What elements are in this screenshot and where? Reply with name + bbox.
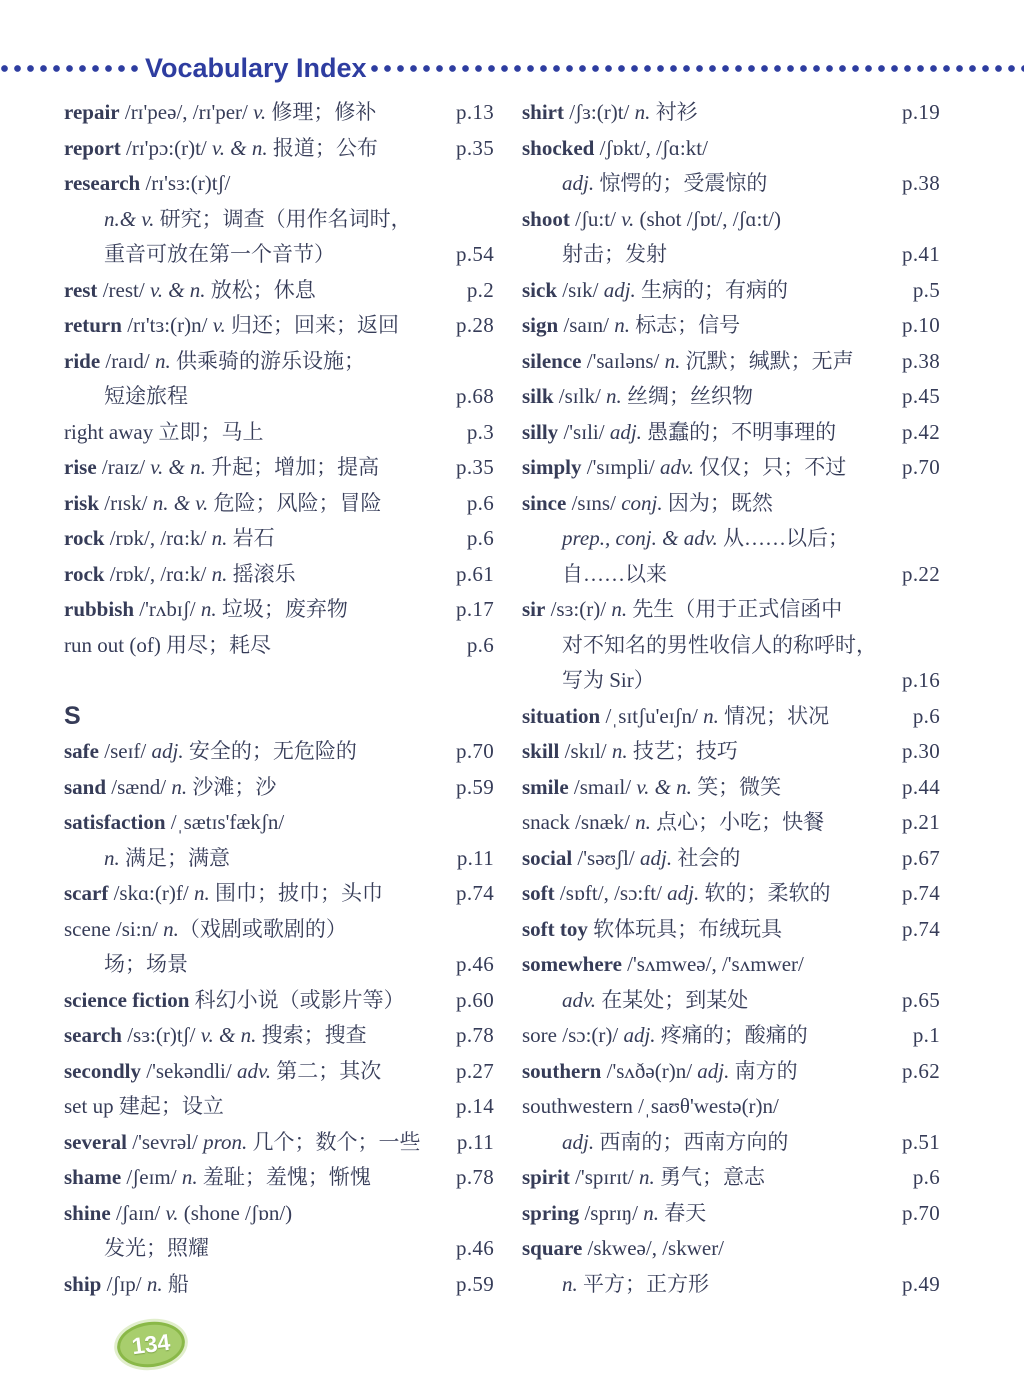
entry-text: sore /sɔ:(r)/ adj. 疼痛的；酸痛的 <box>522 1023 808 1047</box>
index-entry-line <box>522 202 940 238</box>
entry-text: rock /rɒk/, /rɑ:k/ n. 摇滚乐 <box>64 561 296 586</box>
entry-text: rest /rest/ v. & n. 放松；休息 <box>64 277 316 302</box>
page-ref: p.6 <box>466 490 494 515</box>
entry-text: social /'səʊʃl/ adj. 社会的 <box>522 845 741 870</box>
entry-text: n. 平方；正方形 <box>562 1271 709 1296</box>
entry-text: satisfaction /ˌsætɪs'fækʃn/ <box>64 810 285 834</box>
entry-text: several /'sevrəl/ pron. 几个；数个；一些 <box>64 1129 421 1154</box>
entry-text: somewhere /'sʌmweə/, /'sʌmwer/ <box>522 952 804 976</box>
index-entry-line <box>64 983 494 1019</box>
index-entry-line <box>522 947 940 983</box>
page-ref: p.22 <box>902 561 940 586</box>
page-ref: p.78 <box>456 1023 494 1047</box>
page-ref: p.28 <box>456 313 494 337</box>
page-ref: p.6 <box>912 703 940 728</box>
entry-text: n. 满足；满意 <box>104 845 230 870</box>
index-entry-line <box>522 912 940 948</box>
entry-text: southern /'sʌðə(r)n/ adj. 南方的 <box>522 1058 798 1083</box>
section-letter <box>64 699 494 735</box>
page-ref: p.60 <box>456 987 494 1012</box>
index-entry-line <box>64 947 494 983</box>
page-ref: p.78 <box>456 1165 494 1189</box>
entry-text: adj. 西南的；西南方向的 <box>562 1129 789 1154</box>
index-entry-line <box>522 521 940 557</box>
page-ref: p.44 <box>902 774 940 799</box>
index-entry-line <box>64 734 494 770</box>
entry-text: 重音可放在第一个音节） <box>104 242 335 266</box>
entry-text: simply /'sɪmpli/ adv. 仅仅；只；不过 <box>522 455 847 479</box>
page-ref: p.16 <box>902 668 940 692</box>
index-entry-line <box>522 1160 940 1196</box>
index-entry-line <box>64 1160 494 1196</box>
page-ref: p.2 <box>466 277 494 302</box>
index-entry-line <box>522 592 940 628</box>
page-ref: p.21 <box>902 810 940 834</box>
page-ref: p.19 <box>902 100 940 124</box>
index-entry-line <box>522 1231 940 1267</box>
dotted-rule-left <box>0 64 142 73</box>
column-spacer <box>64 663 494 699</box>
index-entry-line <box>522 379 940 415</box>
entry-text: science fiction 科幻小说（或影片等） <box>64 987 405 1012</box>
index-entry-line <box>64 1089 494 1125</box>
index-entry-line <box>64 450 494 486</box>
entry-text: sir /sɜ:(r)/ n. 先生（用于正式信函中 <box>522 597 843 621</box>
entry-text: run out (of) 用尽；耗尽 <box>64 632 272 657</box>
page-ref: p.6 <box>912 1165 940 1189</box>
index-entry-line <box>522 1089 940 1125</box>
index-entry-line <box>64 1267 494 1303</box>
dotted-rule-right <box>370 64 1024 73</box>
index-entry-line <box>522 1125 940 1161</box>
entry-text: rubbish /'rʌbɪʃ/ n. 垃圾；废弃物 <box>64 597 348 621</box>
entry-text: repair /rɪ'peə/, /rɪ'per/ v. 修理；修补 <box>64 100 377 124</box>
index-entry-line <box>64 1196 494 1232</box>
page-ref: p.41 <box>902 242 940 266</box>
page-ref: p.11 <box>456 1129 494 1154</box>
index-entry-line <box>64 308 494 344</box>
entry-text: 射击；发射 <box>562 242 667 266</box>
page-ref: p.45 <box>902 384 940 408</box>
entry-text: n.& v. 研究；调查（用作名词时， <box>104 206 412 231</box>
page-ref: p.5 <box>912 277 940 302</box>
index-entry-line <box>522 770 940 806</box>
entry-text: scene /si:n/ n.（戏剧或歌剧的） <box>64 916 347 941</box>
entry-text: ship /ʃɪp/ n. 船 <box>64 1271 189 1296</box>
page-ref: p.1 <box>912 1023 940 1047</box>
page-ref: p.61 <box>456 561 494 586</box>
index-entry-line <box>522 308 940 344</box>
index-entry-line <box>522 805 940 841</box>
index-entry-line <box>64 841 494 877</box>
page-ref: p.65 <box>902 987 940 1012</box>
index-entry-line <box>64 237 494 273</box>
index-entry-line <box>522 237 940 273</box>
page-number: 134 <box>130 1328 172 1360</box>
index-entry-line <box>522 273 940 309</box>
index-entry-line <box>64 344 494 380</box>
page-ref: p.35 <box>456 455 494 479</box>
entry-text: southwestern /ˌsaʊθ'westə(r)n/ <box>522 1094 779 1118</box>
index-entry-line <box>64 805 494 841</box>
page-ref: p.27 <box>456 1058 494 1083</box>
page-ref: p.38 <box>902 171 940 195</box>
page-ref: p.70 <box>902 455 940 479</box>
entry-text: spirit /'spɪrɪt/ n. 勇气；意志 <box>522 1165 765 1189</box>
entry-text: risk /rɪsk/ n. & v. 危险；风险；冒险 <box>64 490 382 515</box>
page-ref: p.38 <box>902 348 940 373</box>
index-entry-line <box>522 663 940 699</box>
entry-text: right away 立即；马上 <box>64 419 264 444</box>
column-left <box>64 95 494 1302</box>
index-entry-line <box>64 912 494 948</box>
index-entry-line <box>64 1125 494 1161</box>
entry-text: sick /sɪk/ adj. 生病的；有病的 <box>522 277 789 302</box>
entry-text: secondly /'sekəndli/ adv. 第二；其次 <box>64 1058 382 1083</box>
index-entry-line <box>64 95 494 131</box>
entry-text: silly /'sɪli/ adj. 愚蠢的；不明事理的 <box>522 419 837 444</box>
page-header <box>0 50 1024 86</box>
entry-text: since /sɪns/ conj. 因为；既然 <box>522 490 773 515</box>
index-entry-line <box>64 521 494 557</box>
page-ref: p.74 <box>902 916 940 941</box>
index-entry-line <box>64 1054 494 1090</box>
index-entry-line <box>64 166 494 202</box>
index-entry-line <box>64 202 494 238</box>
entry-text: 短途旅程 <box>104 384 188 408</box>
index-entry-line <box>64 1018 494 1054</box>
entry-text: 写为 Sir） <box>562 668 655 692</box>
page-ref: p.42 <box>902 419 940 444</box>
page-ref: p.67 <box>902 845 940 870</box>
entry-text: shoot /ʃu:t/ v. (shot /ʃɒt/, /ʃɑ:t/) <box>522 206 782 231</box>
page-ref: p.11 <box>456 845 494 870</box>
entry-text: search /sɜ:(r)tʃ/ v. & n. 搜索；搜查 <box>64 1023 367 1047</box>
index-entry-line <box>522 344 940 380</box>
page-ref: p.10 <box>902 313 940 337</box>
entry-text: silence /'saɪləns/ n. 沉默；缄默；无声 <box>522 348 854 373</box>
index-entry-line <box>522 557 940 593</box>
entry-text: rock /rɒk/, /rɑ:k/ n. 岩石 <box>64 526 275 550</box>
index-entry-line <box>522 1018 940 1054</box>
index-entry-line <box>522 628 940 664</box>
page-ref: p.59 <box>456 1271 494 1296</box>
page-ref: p.51 <box>902 1129 940 1154</box>
page-ref: p.59 <box>456 774 494 799</box>
page-ref: p.46 <box>456 952 494 976</box>
page-ref: p.35 <box>456 135 494 160</box>
page-ref: p.30 <box>902 739 940 763</box>
index-entry-line <box>64 770 494 806</box>
entry-text: set up 建起；设立 <box>64 1094 224 1118</box>
index-entry-line <box>522 415 940 451</box>
column-right <box>522 95 940 1302</box>
entry-text: shocked /ʃɒkt/, /ʃɑ:kt/ <box>522 135 708 160</box>
page-ref: p.62 <box>902 1058 940 1083</box>
entry-text: ride /raɪd/ n. 供乘骑的游乐设施； <box>64 348 365 373</box>
index-entry-line <box>522 166 940 202</box>
index-entry-line <box>522 1054 940 1090</box>
index-entry-line <box>522 734 940 770</box>
index-entry-line <box>64 876 494 912</box>
index-entry-line <box>522 876 940 912</box>
entry-text: square /skweə/, /skwer/ <box>522 1236 725 1260</box>
index-entry-line <box>64 486 494 522</box>
index-entry-line <box>64 131 494 167</box>
entry-text: 发光；照耀 <box>104 1236 209 1260</box>
entry-text: spring /sprɪŋ/ n. 春天 <box>522 1200 707 1225</box>
index-entry-line <box>64 592 494 628</box>
index-entry-line <box>64 1231 494 1267</box>
entry-text: skill /skɪl/ n. 技艺；技巧 <box>522 739 738 763</box>
entry-text: soft /sɒft/, /sɔ:ft/ adj. 软的；柔软的 <box>522 881 831 905</box>
page-ref: p.6 <box>466 632 494 657</box>
index-entry-line <box>64 415 494 451</box>
entry-text: adj. 惊愕的；受震惊的 <box>562 171 768 195</box>
page-ref: p.70 <box>902 1200 940 1225</box>
index-entry-line <box>64 557 494 593</box>
entry-text: sand /sænd/ n. 沙滩；沙 <box>64 774 277 799</box>
index-entry-line <box>522 450 940 486</box>
entry-text: adv. 在某处；到某处 <box>562 987 749 1012</box>
page-ref: p.6 <box>466 526 494 550</box>
index-entry-line <box>522 131 940 167</box>
entry-text: snack /snæk/ n. 点心；小吃；快餐 <box>522 810 825 834</box>
entry-text: 对不知名的男性收信人的称呼时， <box>562 632 877 657</box>
entry-text: situation /ˌsɪtʃu'eɪʃn/ n. 情况；状况 <box>522 703 830 728</box>
entry-text: 场；场景 <box>104 952 188 976</box>
index-entry-line <box>522 699 940 735</box>
page-ref: p.49 <box>902 1271 940 1296</box>
index-entry-line <box>522 841 940 877</box>
page-number-badge <box>115 1318 188 1371</box>
index-entry-line <box>522 486 940 522</box>
page-title: Vocabulary Index <box>145 53 367 83</box>
entry-text: return /rɪ'tɜ:(r)n/ v. 归还；回来；返回 <box>64 313 399 337</box>
entry-text: rise /raɪz/ v. & n. 升起；增加；提高 <box>64 455 380 479</box>
entry-text: scarf /skɑ:(r)f/ n. 围巾；披巾；头巾 <box>64 881 383 905</box>
page-ref: p.17 <box>456 597 494 621</box>
page-ref: p.70 <box>456 739 494 763</box>
page-ref: p.46 <box>456 1236 494 1260</box>
entry-text: smile /smaɪl/ v. & n. 笑；微笑 <box>522 774 782 799</box>
entry-text: report /rɪ'pɔ:(r)t/ v. & n. 报道；公布 <box>64 135 378 160</box>
entry-text: 自……以来 <box>562 561 667 586</box>
entry-text: silk /sɪlk/ n. 丝绸；丝织物 <box>522 384 754 408</box>
page-ref: p.13 <box>456 100 494 124</box>
entry-text: research /rɪ'sɜ:(r)tʃ/ <box>64 171 231 195</box>
entry-text: safe /seɪf/ adj. 安全的；无危险的 <box>64 739 357 763</box>
index-entry-line <box>64 628 494 664</box>
index-entry-line <box>64 273 494 309</box>
index-columns <box>64 95 940 1302</box>
page-ref: p.74 <box>456 881 494 905</box>
page-ref: p.68 <box>456 384 494 408</box>
index-entry-line <box>64 379 494 415</box>
index-entry-line <box>522 1267 940 1303</box>
entry-text: sign /saɪn/ n. 标志；信号 <box>522 313 741 337</box>
entry-text: shirt /ʃɜ:(r)t/ n. 衬衫 <box>522 100 698 124</box>
index-entry-line <box>522 983 940 1019</box>
page-ref: p.14 <box>456 1094 494 1118</box>
entry-text: shine /ʃaɪn/ v. (shone /ʃɒn/) <box>64 1200 293 1225</box>
index-entry-line <box>522 1196 940 1232</box>
entry-text: soft toy 软体玩具；布绒玩具 <box>522 916 783 941</box>
page-ref: p.74 <box>902 881 940 905</box>
entry-text: prep., conj. & adv. 从……以后； <box>562 526 849 550</box>
page-ref: p.3 <box>466 419 494 444</box>
section-letter-text: S <box>64 701 81 730</box>
page-ref: p.54 <box>456 242 494 266</box>
index-entry-line <box>522 95 940 131</box>
entry-text: shame /ʃeɪm/ n. 羞耻；羞愧；惭愧 <box>64 1165 371 1189</box>
